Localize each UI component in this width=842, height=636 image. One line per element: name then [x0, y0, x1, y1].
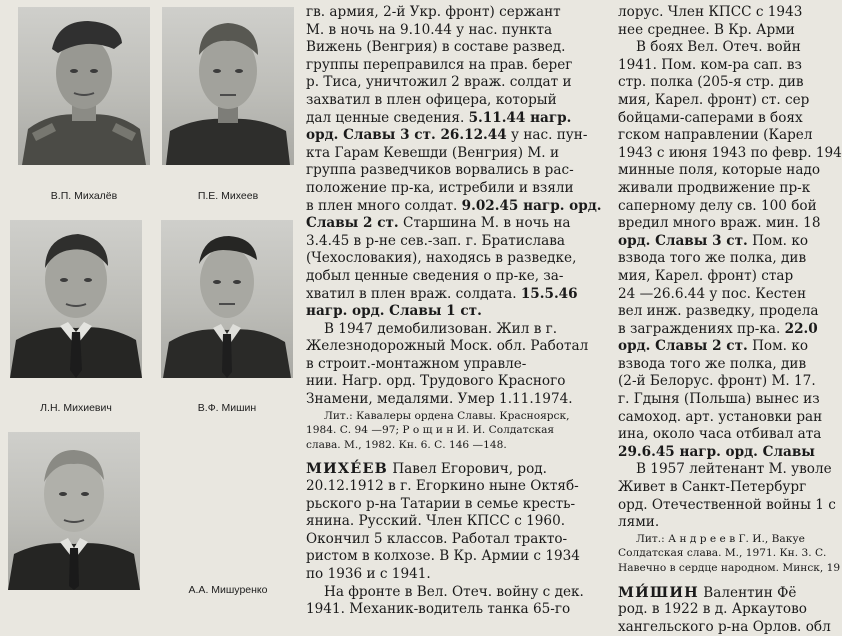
text-span: (Чехословакия), находясь в разведке, [306, 250, 577, 267]
text-span: Навечно в сердце народном. Минск, 19 [618, 562, 841, 574]
portrait-micheev [162, 7, 294, 165]
portrait-photo [8, 432, 140, 590]
text-span: Пом. ко [747, 232, 809, 249]
text-line [306, 145, 612, 163]
reference-line [306, 438, 612, 453]
text-span: янина. Русский. Член КПСС с 1960. [306, 513, 566, 530]
reference-line [618, 546, 827, 561]
text-span: гском направлении (Карел [618, 127, 813, 144]
text-line [618, 268, 800, 286]
text-span: 1941. Механик-водитель танка 65-го [306, 601, 571, 618]
text-line [618, 391, 820, 409]
text-line [618, 179, 811, 198]
portrait-mishurenko [8, 432, 140, 590]
text-span: рьского р-на Татарии в семье кресть- [306, 495, 576, 512]
text-line [618, 303, 819, 321]
text-line [306, 356, 612, 374]
bold-text: Славы 2 ст. [306, 215, 399, 232]
text-line [618, 109, 803, 128]
text-span: Старшина М. в ночь на [398, 215, 571, 232]
text-line [618, 373, 816, 391]
text-line [618, 197, 817, 216]
text-line [306, 338, 612, 356]
text-line [306, 548, 612, 566]
text-line [618, 39, 800, 57]
text-span: в плен много солдат. [306, 197, 462, 214]
text-span: Солдатская слава. М., 1971. Кн. 3. С. [618, 547, 827, 560]
text-span: лями. [618, 514, 660, 531]
text-span: взвода того же полка, див [618, 250, 807, 267]
text-span: минные поля, которые надо [618, 162, 821, 179]
text-line [306, 250, 612, 268]
portrait-michalev [18, 7, 150, 165]
text-line [618, 338, 809, 356]
text-span: вел инж. разведку, продела [618, 303, 819, 320]
text-line [306, 268, 612, 286]
reference-line [618, 532, 805, 547]
text-span: р. Тиса, уничтожил 2 враж. солдат и [306, 74, 572, 91]
text-line [306, 233, 612, 251]
text-span: 20.12.1912 в г. Егоркино ныне Октяб- [306, 478, 579, 495]
text-line [618, 4, 803, 22]
text-line [306, 566, 612, 584]
text-span: у нас. пун- [506, 127, 588, 144]
text-line [306, 22, 612, 40]
text-span: 1943 с июня 1943 по февр. 194 [618, 144, 842, 161]
text-span: по 1936 и с 1941. [306, 566, 431, 582]
text-line [306, 92, 612, 110]
text-span: самоход. арт. установки ран [618, 408, 823, 425]
text-line [306, 4, 612, 22]
text-span: взвода того же полка, див [618, 355, 807, 372]
bold-text: орд. Славы 2 ст. [618, 338, 748, 355]
text-span: В 1947 демобилизован. Жил в г. [324, 320, 558, 337]
text-line [306, 57, 612, 75]
text-line [618, 496, 836, 515]
text-span: Железнодорожный Моск. обл. Работал [306, 338, 589, 355]
text-span: Пом. ко [747, 338, 809, 355]
text-line [618, 74, 804, 92]
bold-text: 15.5.46 [520, 285, 578, 302]
text-line [306, 321, 612, 339]
text-line [306, 198, 612, 216]
text-span: Живет в Санкт-Петербург [618, 479, 807, 496]
reference-line [306, 409, 612, 424]
text-span: ристом в колхозе. В Кр. Армии с 1934 [306, 548, 580, 565]
text-span: 1984. С. 94 —97; Р о щ и н И. И. Солдатская [306, 424, 555, 437]
text-span: группы переправился на прав. берег [306, 56, 573, 73]
text-line [306, 74, 612, 92]
text-span: г. Гдыня (Польша) вынес из [618, 391, 820, 408]
text-span: лорус. Член КПСС с 1943 [618, 4, 803, 20]
text-span: слава. М., 1982. Кн. 6. С. 146 —148. [306, 438, 507, 451]
text-span: в заграждениях пр-ка. [618, 320, 785, 337]
bold-text: орд. Славы 3 ст. [618, 232, 748, 249]
portrait-photo [162, 7, 294, 165]
text-line [618, 408, 823, 427]
text-span: Окончил 5 классов. Работал тракто- [306, 530, 568, 547]
text-line [306, 584, 612, 602]
portrait-mishin [161, 220, 293, 378]
text-span: Павел Егорович, род. [388, 461, 547, 478]
paragraph-gap [618, 576, 800, 584]
text-span: (2-й Белорус. фронт) М. 17. [618, 373, 816, 390]
text-line [618, 479, 807, 497]
portrait-caption: А.А. Мишуренко [188, 584, 268, 596]
text-line [618, 618, 831, 636]
bold-text: 29.6.45 нагр. орд. Славы [618, 443, 815, 460]
text-line [306, 391, 612, 409]
text-line [618, 443, 815, 462]
text-span: орд. Отечественной войны 1 с [618, 496, 836, 513]
bold-text: 9.02.45 нагр. орд. [461, 197, 602, 214]
bold-text: 5.11.44 нагр. [468, 109, 572, 126]
text-line [618, 601, 807, 619]
text-line [306, 531, 612, 549]
text-span: ина, около часа отбивал ата [618, 426, 822, 443]
portrait-caption: В.П. Михалёв [50, 190, 118, 202]
text-span: В боях Вел. Отеч. войн [636, 39, 801, 56]
text-line [618, 461, 832, 479]
text-span: дал ценные сведения. [306, 109, 469, 126]
portrait-caption: В.Ф. Мишин [197, 402, 257, 414]
bold-text: 22.0 [784, 320, 818, 337]
text-line [306, 110, 612, 128]
text-span: Лит.: А н д р е е в Г. И., Вакуе [636, 532, 805, 545]
text-line [618, 57, 800, 75]
text-column-middle [306, 4, 612, 619]
bold-text: нагр. орд. Славы 1 ст. [306, 303, 482, 320]
text-span: В 1957 лейтенант М. уволе [636, 461, 832, 478]
reference-line [306, 423, 612, 438]
text-line [618, 144, 842, 163]
text-span: 1941. Пом. ком-ра сап. вз [618, 56, 802, 73]
text-span: бойцами-саперами в боях [618, 109, 803, 126]
text-line [618, 162, 821, 180]
text-line [618, 514, 800, 532]
text-line [306, 39, 612, 57]
text-span: живали продвижение пр-к [618, 179, 811, 196]
portrait-photo [18, 7, 150, 165]
entry-heading: МИ́ШИН [618, 583, 699, 601]
text-line [306, 127, 612, 145]
text-span: нии. Нагр. орд. Трудового Красного [306, 373, 566, 390]
text-span: вредил много враж. мин. 18 [618, 215, 821, 232]
text-line [306, 180, 612, 198]
text-line [618, 250, 807, 268]
text-line [618, 584, 800, 602]
text-line [306, 303, 612, 321]
text-line [306, 215, 612, 233]
text-span: хватил в плен враж. солдата. [306, 285, 521, 302]
text-span: мия, Карел. фронт) стар [618, 267, 794, 284]
reference-line [618, 561, 841, 576]
text-span: Знамени, медалями. Умер 1.11.1974. [306, 391, 573, 408]
text-span: На фронте в Вел. Отеч. войну с дек. [324, 583, 584, 600]
text-line [618, 232, 809, 251]
text-line [618, 91, 810, 110]
text-line [306, 460, 612, 478]
text-span: Вижень (Венгрия) в составе развед. [306, 39, 566, 56]
portrait-caption: П.Е. Михеев [197, 190, 259, 202]
text-line [306, 478, 612, 496]
text-span: кта Гарам Кевешди (Венгрия) М. и [306, 144, 560, 161]
portrait-photo [10, 220, 142, 378]
text-span: гв. армия, 2-й Укр. фронт) сержант [306, 4, 561, 20]
text-span: Лит.: Кавалеры ордена Славы. Красноярск, [324, 409, 570, 422]
text-span: группа разведчиков ворвались в рас- [306, 162, 574, 179]
text-line [306, 513, 612, 531]
text-line [618, 426, 822, 444]
text-line [618, 320, 818, 339]
text-span: Валентин Фё [698, 584, 797, 601]
text-span: стр. полка (205-я стр. див [618, 74, 804, 91]
text-span: добыл ценные сведения о пр-ке, за- [306, 267, 564, 284]
text-line [306, 286, 612, 304]
text-span: захватил в плен офицера, который [306, 91, 557, 108]
text-line [618, 285, 807, 304]
portrait-caption: Л.Н. Михиевич [40, 402, 112, 414]
entry-heading: МИХЕ́ЕВ [306, 460, 388, 478]
text-line [306, 601, 612, 619]
text-span: саперному делу св. 100 бой [618, 197, 817, 214]
text-span: М. в ночь на 9.10.44 у нас. пункта [306, 21, 553, 38]
text-line [618, 127, 813, 145]
text-span: 24 —26.6.44 у пос. Кестен [618, 285, 807, 302]
text-line [618, 215, 821, 233]
text-span: хангельского р-на Орлов. обл [618, 618, 831, 635]
text-line [618, 355, 807, 374]
text-span: 3.4.45 в р-не сев.-зап. г. Братислава [306, 232, 565, 249]
bold-text: орд. Славы 3 ст. 26.12.44 [306, 127, 507, 144]
text-line [306, 162, 612, 180]
text-span: мия, Карел. фронт) ст. сер [618, 91, 810, 108]
text-column-right [618, 4, 842, 636]
text-span: нее среднее. В Кр. Арми [618, 21, 795, 38]
text-line [306, 496, 612, 514]
text-span: род. в 1922 в д. Аркаутово [618, 601, 807, 618]
text-line [618, 22, 800, 40]
portrait-photo [161, 220, 293, 378]
text-span: в строит.-монтажном управле- [306, 355, 527, 372]
text-line [306, 373, 612, 391]
text-span: положение пр-ка, истребили и взяли [306, 179, 574, 196]
portrait-michievich [10, 220, 142, 378]
